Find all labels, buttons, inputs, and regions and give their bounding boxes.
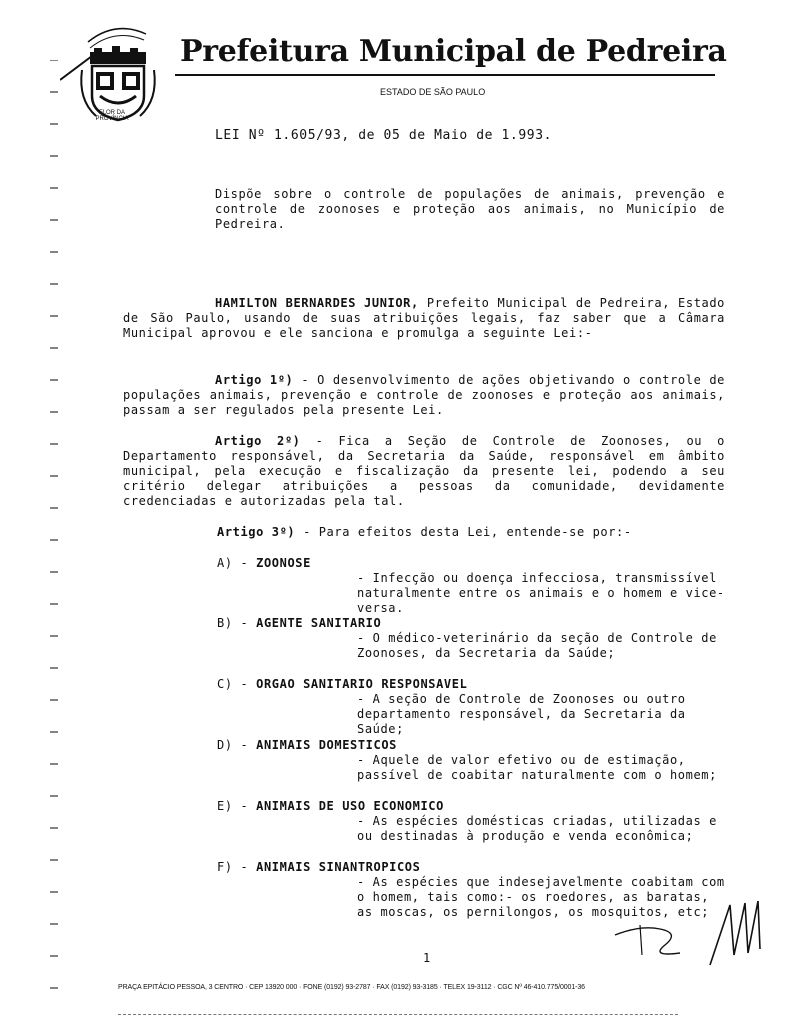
definition-text: - Infecção ou doença infecciosa, transmissível naturalmente entre os animais e o homem e vice-versa. [357, 571, 725, 615]
law-title: LEI Nº 1.605/93, de 05 de Maio de 1.993. [215, 128, 553, 143]
definition-text: - As espécies domésticas criadas, utilizadas e ou destinadas à produção e venda econômica; [357, 814, 717, 843]
definition-term: ANIMAIS DE USO ECONOMICO [256, 799, 444, 813]
definition-letter: A) - [217, 556, 249, 570]
article-3-paragraph [217, 525, 632, 540]
definition-text: - A seção de Controle de Zoonoses ou outro departamento responsável, da Secretaria da Saúde; [357, 692, 686, 736]
page-title: Prefeitura Municipal de Pedreira [180, 34, 727, 69]
preamble-paragraph [123, 296, 725, 341]
definition-item [217, 677, 727, 737]
article-1-paragraph [123, 373, 725, 418]
article-1-label: Artigo 1º) [215, 373, 294, 387]
footer-divider [118, 1014, 678, 1015]
footer-address: PRAÇA EPITÁCIO PESSOA, 3 CENTRO · CEP 13920 000 · FONE (0192) 93-2787 · FAX (0192) 93-3185 · TELEX 19-3112 · CGC Nº 46-410.775/0001-36 [118, 984, 585, 991]
mayor-name: HAMILTON BERNARDES JUNIOR, [215, 296, 419, 310]
article-3-label: Artigo 3º) [217, 525, 296, 539]
definition-text: - As espécies que indesejavelmente coabitam com o homem, tais como:- os roedores, as baratas, as moscas, os pernilongos, os mosquitos, etc; [357, 875, 725, 919]
definition-letter: D) - [217, 738, 249, 752]
title-divider [175, 74, 715, 76]
preamble-text: Prefeito Municipal de Pedreira, Estado de São Paulo, usando de suas atribuições legais, faz saber que a Câmara Municipal aprovou e ele sanciona e promulga a seguinte Lei:- [123, 296, 725, 340]
article-1-text: - O desenvolvimento de ações objetivando o controle de populações animais, prevenção e controle de zoonoses e proteção aos animais, passam a ser regulados pela presente Lei. [123, 373, 726, 417]
definition-item [217, 616, 727, 661]
state-subtitle: ESTADO DE SÃO PAULO [380, 87, 486, 97]
definition-letter: E) - [217, 799, 249, 813]
definition-term: AGENTE SANITARIO [256, 616, 382, 630]
definition-term: ZOONOSE [256, 556, 311, 570]
law-summary: Dispõe sobre o controle de populações de animais, prevenção e controle de zoonoses e proteção aos animais, no Município de Pedreira. [215, 187, 725, 231]
definition-letter: C) - [217, 677, 249, 691]
definition-text: - O médico-veterinário da seção de Controle de Zoonoses, da Secretaria da Saúde; [357, 631, 717, 660]
article-3-text: - Para efeitos desta Lei, entende-se por:- [303, 525, 632, 539]
definition-term: ANIMAIS SINANTROPICOS [256, 860, 421, 874]
definition-term: ANIMAIS DOMESTICOS [256, 738, 397, 752]
definition-item [217, 738, 727, 783]
definition-item [217, 556, 727, 616]
definition-text: - Aquele de valor efetivo ou de estimação, passível de coabitar naturalmente com o homem; [357, 753, 717, 782]
crest-motto: FLOR DA PROVÍNCIA [95, 110, 129, 122]
definition-item [217, 799, 727, 844]
signature-icon [610, 895, 780, 975]
margin-tick-marks [48, 60, 62, 1020]
article-2-text: - Fica a Seção de Controle de Zoonoses, ou o Departamento responsável, da Secretaria da Saúde, responsável em âmbito municipal, pela execução e fiscalização da presente lei, podendo a seu critério delegar atribuições a pessoas da comunidade, devidamente credenciadas e autorizadas pela tal. [123, 434, 726, 508]
page-number: 1 [423, 951, 431, 965]
article-2-label: Artigo 2º) [215, 434, 301, 448]
definition-letter: F) - [217, 860, 249, 874]
definition-letter: B) - [217, 616, 249, 630]
article-2-paragraph [123, 434, 725, 509]
definition-term: ORGAO SANITARIO RESPONSAVEL [256, 677, 468, 691]
